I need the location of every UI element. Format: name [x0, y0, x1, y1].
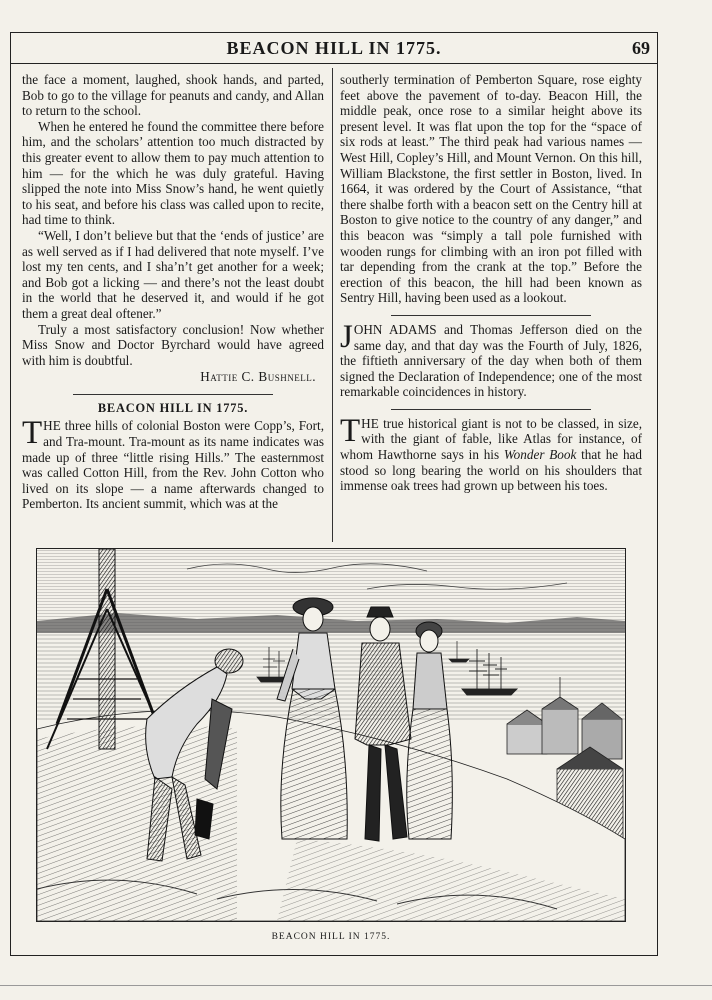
item-text: HE true historical giant is not to be classed, in size, with the giant of fable, like Atlas for instance, of whom Hawthorne says in his [340, 415, 642, 463]
section-rule [73, 394, 273, 395]
page-number: 69 [632, 38, 650, 58]
article-heading: BEACON HILL IN 1775. [97, 400, 249, 415]
running-head-title: BEACON HILL IN 1775. [226, 38, 442, 58]
story-paragraph: “Well, I don’t believe but that the ‘ends of justice’ are as well served as if I had delivered that note myself. I’ve lost my ten cents, and I sha’n’t get another for a week; and Bob got a licking — and there’s not the least doubt in the world that he deserved it, and would if he got them a great deal oftener.” [22, 227, 324, 321]
story-paragraph: When he entered he found the committee there before him, and the scholars’ attention too much distracted by this greater event to allow them to pay much attention to him — for the which he was duly grateful. Having slipped the note into Miss Snow’s hand, he went quietly to his seat, and before his class was called upon to recite, had time to think. [22, 118, 324, 228]
section-rule [391, 409, 591, 410]
engraving-scene [37, 549, 625, 921]
drop-cap: T [340, 412, 361, 449]
drop-cap: J [340, 318, 353, 355]
illustration-caption: BEACON HILL IN 1775. [271, 932, 391, 942]
story-paragraph: the face a moment, laughed, shook hands, and parted, Bob to go to the village for peanuts and candy, and Allan to return to the school. [22, 72, 324, 119]
drop-cap: T [22, 415, 43, 452]
author-signature: Hattie C. Bushnell. [200, 369, 316, 385]
left-column [22, 72, 324, 512]
right-column [340, 72, 642, 494]
engraving-illustration [36, 548, 626, 922]
section-rule [391, 315, 591, 316]
item-text: that he had stood so long bearing the world on his shoulders that immense oak trees had grown up between his toes. [340, 447, 642, 494]
item-paragraph [340, 412, 642, 494]
page-bottom-edge [0, 985, 712, 986]
book-title: Wonder Book [503, 447, 577, 463]
story-paragraph: Truly a most satisfactory conclusion! Now whether Miss Snow and Doctor Byrchard would have agreed with him is doubtful. [22, 321, 324, 368]
running-head [10, 38, 658, 64]
item-text: OHN ADAMS and Thomas Jefferson died on the same day, and that day was the Fourth of July, 1826, the fiftieth anniversary of the day when both of them signed the Declaration of Independence; one of the most remarkable coincidences in history. [340, 321, 642, 400]
article-paragraph [22, 415, 324, 512]
article-text: HE three hills of colonial Boston were Copp’s, Fort, and Tra-mount. Tra-mount as its name indicates was made up of three “little rising Hills.” The easternmost was called Cotton Hill, from the Rev. John Cotton who lived on its slope — a name afterwards changed to Pemberton. Its ancient summit, which was at the [22, 418, 324, 512]
article-paragraph: southerly termination of Pemberton Square, rose eighty feet above the pavement of to-day. Beacon Hill, the middle peak, once rose to a similar height above its present level. It was flat upon the top for the “space of six rods at least.” The third peak had various names — West Hill, Copley’s Hill, and Mount Vernon. On this hill, William Blackstone, the first settler in Boston, lived. In 1664, it was ordered by the Court of Assistance, “that there shalbe forth with a beacon sett on the Centry hill at Boston to give notice to the country of any danger,” and this beacon was “simply a tall pole furnished with wooden rungs for climbing with an iron pot filled with tar depending from the crank at the top.” Before the erection of this beacon, the hill had been known as Sentry Hill, having been used as a lookout. [340, 72, 642, 306]
item-paragraph [340, 318, 642, 400]
column-divider [332, 68, 333, 542]
